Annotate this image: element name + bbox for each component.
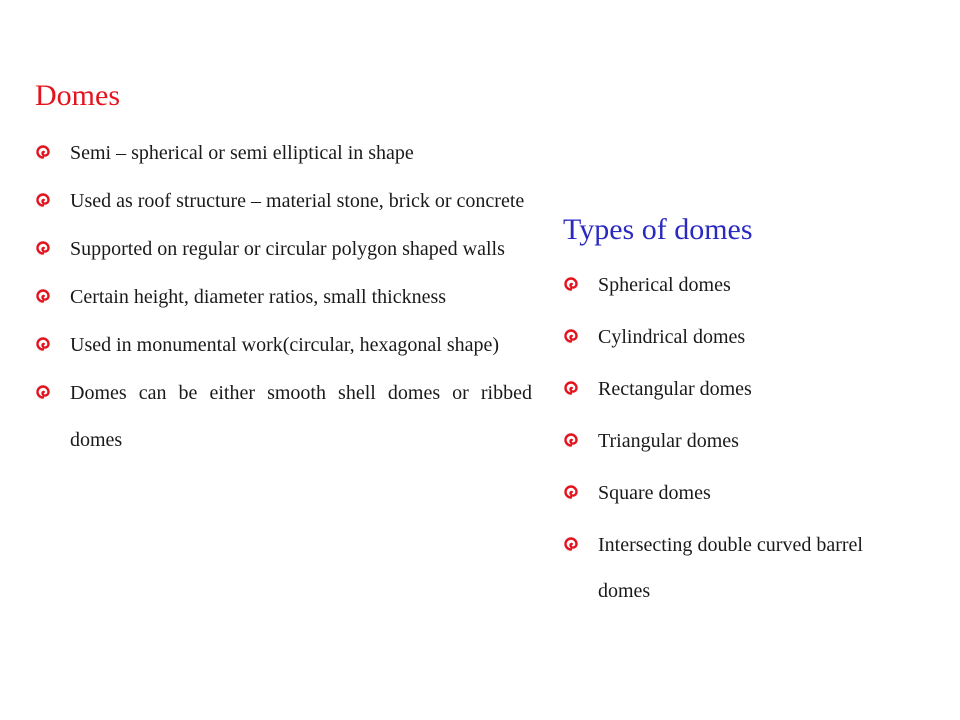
spiral-bullet-icon [35, 192, 51, 208]
spiral-bullet-icon [35, 288, 51, 304]
spiral-bullet-icon [563, 276, 579, 292]
list-item-text: Domes can be either smooth shell domes or ribbed domes [70, 382, 532, 451]
domes-bullet-list [35, 130, 532, 464]
list-item-text: Spherical domes [598, 274, 731, 296]
list-item [563, 314, 863, 360]
domes-heading: Domes [35, 79, 120, 112]
spiral-bullet-icon [35, 144, 51, 160]
types-of-domes-section [563, 210, 863, 620]
list-item-text: Used as roof structure – material stone, brick or concrete [70, 190, 525, 212]
list-item [563, 470, 863, 516]
list-item [35, 130, 532, 177]
spiral-bullet-icon [563, 484, 579, 500]
list-item [563, 366, 863, 412]
list-item-text: Rectangular domes [598, 378, 752, 400]
list-item [35, 370, 532, 464]
list-item-text: Triangular domes [598, 430, 739, 452]
list-item [35, 178, 532, 225]
types-bullet-list [563, 262, 863, 614]
list-item [35, 274, 532, 321]
list-item [563, 522, 863, 614]
spiral-bullet-icon [563, 328, 579, 344]
spiral-bullet-icon [35, 240, 51, 256]
spiral-bullet-icon [563, 536, 579, 552]
list-item-text: Certain height, diameter ratios, small thickness [70, 286, 447, 308]
list-item [563, 262, 863, 308]
list-item [563, 418, 863, 464]
list-item-text: Square domes [598, 482, 711, 504]
list-item-text: Semi – spherical or semi elliptical in shape [70, 142, 414, 164]
list-item-text: Used in monumental work(circular, hexagonal shape) [70, 334, 500, 356]
list-item [35, 226, 532, 273]
spiral-bullet-icon [563, 432, 579, 448]
spiral-bullet-icon [563, 380, 579, 396]
types-heading: Types of domes [563, 213, 753, 246]
list-item-text: Cylindrical domes [598, 326, 746, 348]
domes-section [35, 76, 532, 465]
spiral-bullet-icon [35, 384, 51, 400]
spiral-bullet-icon [35, 336, 51, 352]
list-item [35, 322, 532, 369]
list-item-text: Supported on regular or circular polygon shaped walls [70, 238, 505, 260]
list-item-text: Intersecting double curved barrel domes [598, 534, 863, 602]
